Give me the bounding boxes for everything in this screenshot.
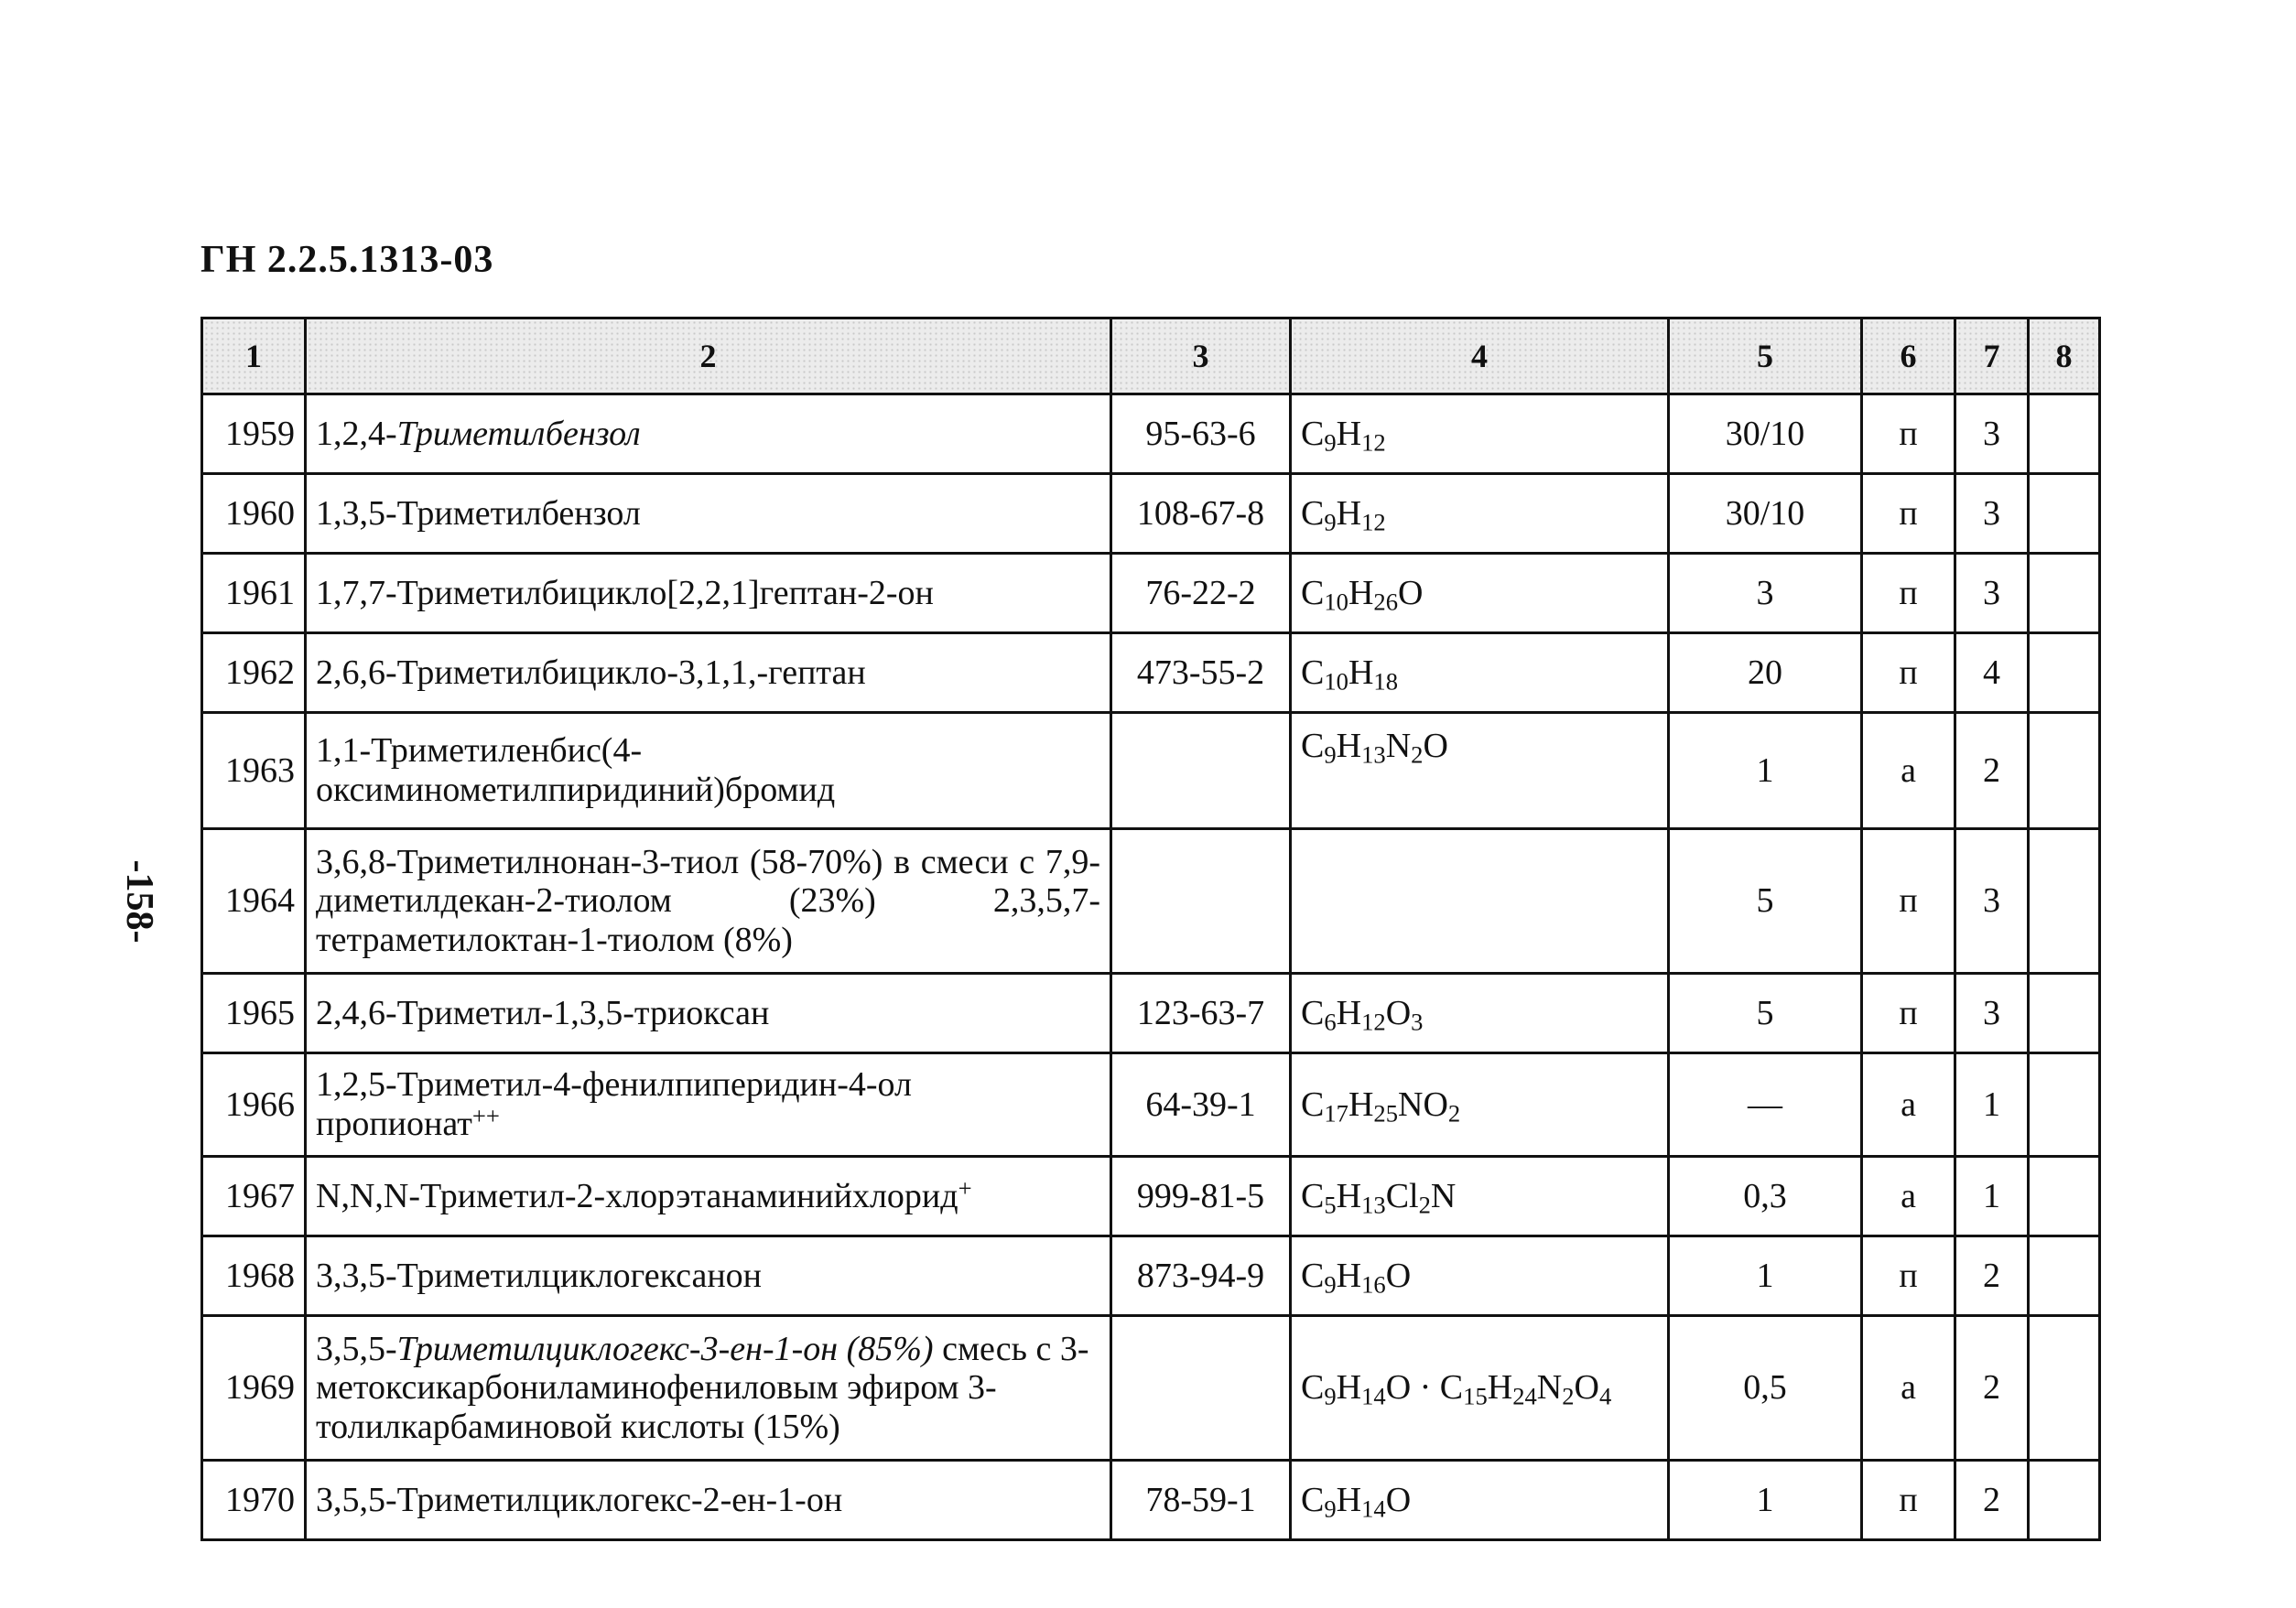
hazard-class: 3 <box>1955 554 2029 633</box>
effect-notes <box>2029 394 2100 474</box>
limit-value: 5 <box>1669 974 1862 1053</box>
cas-number: 999-81-5 <box>1111 1157 1291 1236</box>
aggregate-state: а <box>1862 713 1955 829</box>
substance-name: 3,5,5-Триметилциклогекс-2-ен-1-он <box>306 1461 1111 1540</box>
column-header: 6 <box>1862 318 1955 394</box>
row-number: 1960 <box>202 474 306 554</box>
row-number: 1970 <box>202 1461 306 1540</box>
substance-name: 1,3,5-Триметилбензол <box>306 474 1111 554</box>
column-header: 5 <box>1669 318 1862 394</box>
table-row <box>202 633 2100 713</box>
column-header: 3 <box>1111 318 1291 394</box>
limit-value: 30/10 <box>1669 474 1862 554</box>
row-number: 1968 <box>202 1236 306 1316</box>
table-row <box>202 1053 2100 1157</box>
aggregate-state: а <box>1862 1316 1955 1461</box>
row-number: 1963 <box>202 713 306 829</box>
row-number: 1959 <box>202 394 306 474</box>
hazard-class: 1 <box>1955 1053 2029 1157</box>
hazard-class: 3 <box>1955 394 2029 474</box>
row-number: 1965 <box>202 974 306 1053</box>
limit-value: 1 <box>1669 1236 1862 1316</box>
chemical-formula: $C_{17}H_{25}NO_2$ <box>1291 1053 1669 1157</box>
table-row <box>202 474 2100 554</box>
substance-name: 2,6,6-Триметилбицикло-3,1,1,-гептан <box>306 633 1111 713</box>
row-number: 1966 <box>202 1053 306 1157</box>
limit-value: 1 <box>1669 1461 1862 1540</box>
row-number: 1961 <box>202 554 306 633</box>
table-row <box>202 394 2100 474</box>
hazard-class: 3 <box>1955 829 2029 974</box>
effect-notes <box>2029 1316 2100 1461</box>
aggregate-state: п <box>1862 633 1955 713</box>
substance-name: 3,3,5-Триметилциклогексанон <box>306 1236 1111 1316</box>
effect-notes <box>2029 1461 2100 1540</box>
chemical-formula: $C_9H_{13}N_2O$ <box>1291 713 1669 829</box>
table-row <box>202 974 2100 1053</box>
limit-value: 30/10 <box>1669 394 1862 474</box>
chemical-formula: $C_5H_{13}Cl_2N$ <box>1291 1157 1669 1236</box>
cas-number: 64-39-1 <box>1111 1053 1291 1157</box>
row-number: 1962 <box>202 633 306 713</box>
limit-value: — <box>1669 1053 1862 1157</box>
cas-number: 108-67-8 <box>1111 474 1291 554</box>
aggregate-state: п <box>1862 1236 1955 1316</box>
substance-name: 1,7,7-Триметилбицикло[2,2,1]гептан-2-он <box>306 554 1111 633</box>
aggregate-state: п <box>1862 974 1955 1053</box>
cas-number <box>1111 713 1291 829</box>
chemical-formula: $C_9H_{14}O$ <box>1291 1461 1669 1540</box>
hazard-class: 4 <box>1955 633 2029 713</box>
table-row <box>202 554 2100 633</box>
limit-value: 20 <box>1669 633 1862 713</box>
column-header: 2 <box>306 318 1111 394</box>
chemical-formula: $C_{10}H_{26}O$ <box>1291 554 1669 633</box>
chemical-formula <box>1291 829 1669 974</box>
hazard-class: 3 <box>1955 974 2029 1053</box>
hazard-class: 3 <box>1955 474 2029 554</box>
chemical-formula: $C_{10}H_{18}$ <box>1291 633 1669 713</box>
effect-notes <box>2029 474 2100 554</box>
substance-name: 3,6,8-Триметилнонан-3-тиол (58-70%) в смеси с 7,9-диметилдекан-2-тиолом (23%) 2,3,5,7-тетраметилоктан-1-тиолом (8%) <box>306 829 1111 974</box>
cas-number: 76-22-2 <box>1111 554 1291 633</box>
cas-number <box>1111 1316 1291 1461</box>
effect-notes <box>2029 1157 2100 1236</box>
row-number: 1969 <box>202 1316 306 1461</box>
table-row <box>202 1316 2100 1461</box>
table-row <box>202 713 2100 829</box>
aggregate-state: а <box>1862 1157 1955 1236</box>
aggregate-state: п <box>1862 554 1955 633</box>
cas-number: 123-63-7 <box>1111 974 1291 1053</box>
limit-value: 0,3 <box>1669 1157 1862 1236</box>
effect-notes <box>2029 1053 2100 1157</box>
substance-name: 1,1-Триметиленбис(4-оксиминометилпиридиний)бромид <box>306 713 1111 829</box>
cas-number: 473-55-2 <box>1111 633 1291 713</box>
row-number: 1964 <box>202 829 306 974</box>
cas-number: 95-63-6 <box>1111 394 1291 474</box>
substance-name: 1,2,4-Триметилбензол <box>306 394 1111 474</box>
document-code: ГН 2.2.5.1313-03 <box>200 239 494 281</box>
table-row <box>202 1461 2100 1540</box>
substance-name: 3,5,5-Триметилциклогекс-3-ен-1-он (85%) смесь с 3-метоксикарбониламинофениловым эфиром 3-толилкарбаминовой кислоты (15%) <box>306 1316 1111 1461</box>
hazard-class: 2 <box>1955 1461 2029 1540</box>
effect-notes <box>2029 633 2100 713</box>
limit-value: 0,5 <box>1669 1316 1862 1461</box>
effect-notes <box>2029 713 2100 829</box>
column-header: 4 <box>1291 318 1669 394</box>
table-row <box>202 1236 2100 1316</box>
cas-number: 78-59-1 <box>1111 1461 1291 1540</box>
substance-name: 2,4,6-Триметил-1,3,5-триоксан <box>306 974 1111 1053</box>
chemical-formula: $C_9H_{12}$ <box>1291 394 1669 474</box>
cas-number: 873-94-9 <box>1111 1236 1291 1316</box>
table-header-row <box>202 318 2100 394</box>
effect-notes <box>2029 829 2100 974</box>
hazard-class: 2 <box>1955 713 2029 829</box>
aggregate-state: п <box>1862 474 1955 554</box>
hazard-class: 2 <box>1955 1316 2029 1461</box>
hazard-class: 2 <box>1955 1236 2029 1316</box>
table-row <box>202 1157 2100 1236</box>
effect-notes <box>2029 1236 2100 1316</box>
chemical-formula: $C_9H_{16}O$ <box>1291 1236 1669 1316</box>
column-header: 8 <box>2029 318 2100 394</box>
substance-name: N,N,N-Триметил-2-хлорэтанаминийхлорид+ <box>306 1157 1111 1236</box>
limit-value: 1 <box>1669 713 1862 829</box>
cas-number <box>1111 829 1291 974</box>
aggregate-state: п <box>1862 394 1955 474</box>
column-header: 1 <box>202 318 306 394</box>
aggregate-state: п <box>1862 1461 1955 1540</box>
hazard-class: 1 <box>1955 1157 2029 1236</box>
chemical-formula: $C_9H_{12}$ <box>1291 474 1669 554</box>
column-header: 7 <box>1955 318 2029 394</box>
aggregate-state: п <box>1862 829 1955 974</box>
limit-value: 3 <box>1669 554 1862 633</box>
table-row <box>202 829 2100 974</box>
effect-notes <box>2029 554 2100 633</box>
chemical-formula: $C_6H_{12}O_3$ <box>1291 974 1669 1053</box>
row-number: 1967 <box>202 1157 306 1236</box>
aggregate-state: а <box>1862 1053 1955 1157</box>
substance-name: 1,2,5-Триметил-4-фенилпиперидин-4-ол пропионат++ <box>306 1053 1111 1157</box>
effect-notes <box>2029 974 2100 1053</box>
chemical-formula: $C_9H_{14}O \cdot C_{15}H_{24}N_2O_4$ <box>1291 1316 1669 1461</box>
limit-value: 5 <box>1669 829 1862 974</box>
substances-table <box>200 317 2101 1541</box>
